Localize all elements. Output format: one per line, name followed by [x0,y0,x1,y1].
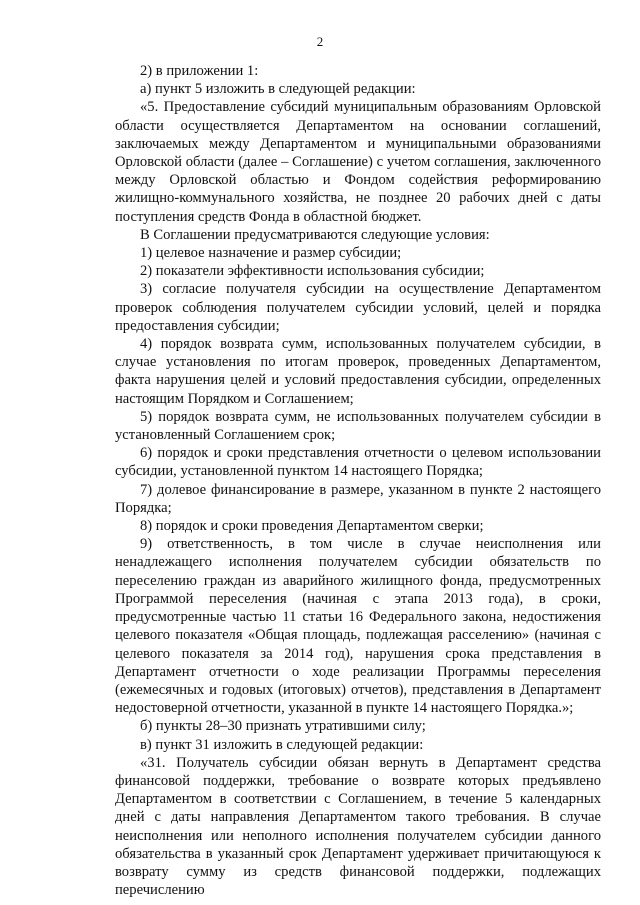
paragraph-point-31: «31. Получатель субсидии обязан вернуть в Департамент средства финансовой поддержки, требование о возврате которых предъявлено Департаментом в соответствии с Соглашением, в течение 5 календарных дней с даты направления Департаментом такого требования. В случае неисполнения или неполного исполнения получателем субсидии данного обязательства в указанный срок Департамент удерживает причитающуюся к возврату сумму из средств финансовой поддержки, подлежащих перечислению [115,754,601,899]
paragraph-conditions-intro: В Соглашении предусматриваются следующие условия: [140,226,490,243]
condition-2: 2) показатели эффективности использования субсидии; [140,263,485,280]
condition-7: 7) долевое финансирование в размере, указанном в пункте 2 настоящего Порядка; [115,481,601,516]
document-body [115,62,601,899]
page-number: 2 [316,34,324,49]
condition-6: 6) порядок и сроки представления отчетности о целевом использовании субсидии, установленной пунктом 14 настоящего Порядка; [115,445,601,480]
paragraph-appendix: 2) в приложении 1: [140,63,259,79]
paragraph-item-a: а) пункт 5 изложить в следующей редакции: [140,81,416,98]
condition-8: 8) порядок и сроки проведения Департаментом сверки; [140,518,484,535]
condition-9: 9) ответственность, в том числе в случае неисполнения или ненадлежащего исполнения получателем субсидии обязательств по переселению граждан из аварийного жилищного фонда, предусмотренных Программой переселения (начиная с этапа 2013 года), в сроки, предусмотренные частью 11 статьи 16 Федерального закона, недостижения целевого показателя «Общая площадь, подлежащая расселению» (начиная с целевого показателя за 2014 год), нарушения срока представления в Департамент отчетности о ходе реализации Программы переселения (ежемесячных и годовых (итоговых) отчетов), представления в Департамент недостоверной отчетности, указанной в пункте 14 настоящего Порядка.»; [115,536,601,717]
paragraph-item-v: в) пункт 31 изложить в следующей редакции: [140,736,424,753]
paragraph-item-b: б) пункты 28–30 признать утратившими силу; [140,718,426,735]
condition-3: 3) согласие получателя субсидии на осуществление Департаментом проверок соблюдения получателем субсидии условий, целей и порядка предоставления субсидии; [115,281,601,334]
condition-4: 4) порядок возврата сумм, использованных получателем субсидии, в случае установления по итогам проверок, проведенных Департаментом, факта нарушения целей и условий предоставления субсидии, определенных настоящим Порядком и Соглашением; [115,336,601,407]
condition-5: 5) порядок возврата сумм, не использованных получателем субсидии в установленный Соглашением срок; [115,408,601,444]
condition-1: 1) целевое назначение и размер субсидии; [140,245,402,262]
paragraph-point-5: «5. Предоставление субсидий муниципальным образованиям Орловской области осуществляется Департаментом на основании соглашений, заключаемых между Департаментом и муниципальными образованиями Орловской области (далее – Соглашение) с учетом соглашения, заключенного между Орловской областью и Фондом содействия реформированию жилищно-коммунального хозяйства, не позднее 20 рабочих дней с даты поступления средств Фонда в областной бюджет. [115,99,601,225]
